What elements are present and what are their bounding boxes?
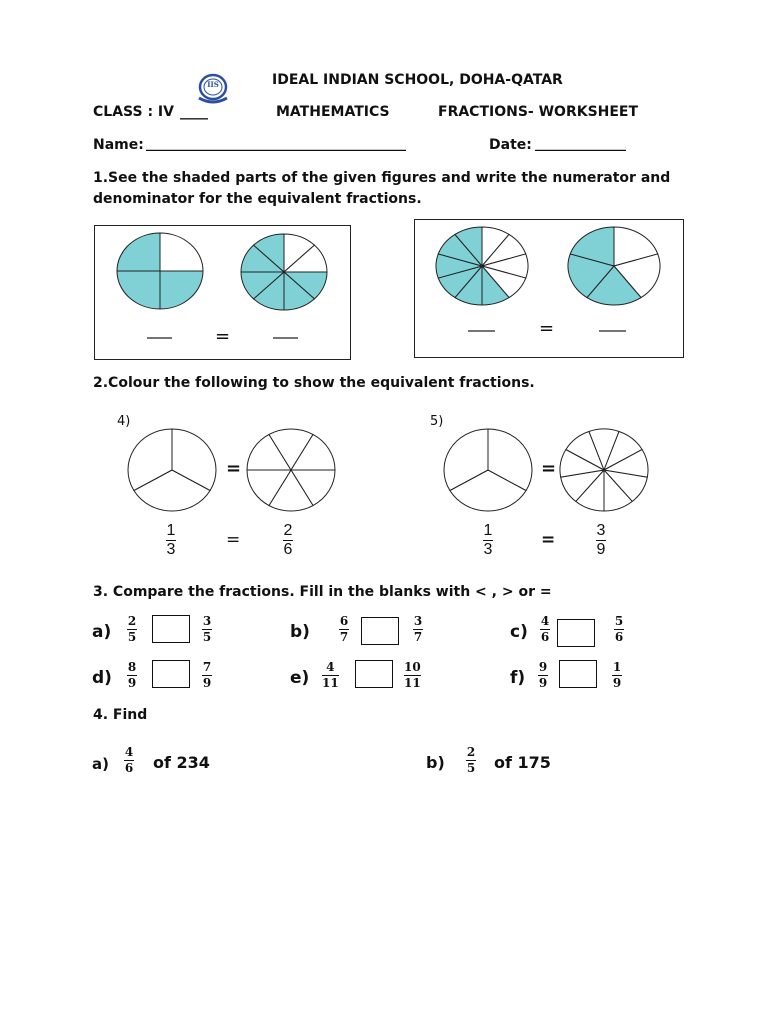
pie-eighths: [241, 234, 327, 310]
q3-instruction: 3. Compare the fractions. Fill in the blanks with < , > or =: [93, 584, 552, 600]
q1-equals-1: =: [215, 326, 231, 347]
q2-fraction-2-6: 2 6: [283, 522, 293, 558]
q1-equals-2: =: [539, 318, 555, 339]
worksheet-title: FRACTIONS- WORKSHEET: [438, 104, 639, 120]
pie-quarters: [117, 233, 203, 309]
q2-fraction-1-3-b: 1 3: [483, 522, 493, 558]
name-blank: ________________________________________: [146, 137, 406, 152]
school-logo-emblem: [195, 72, 231, 106]
q3-label-d: d): [92, 668, 112, 688]
q3-a-left: 2 5: [127, 614, 137, 644]
q3-c-right: 5 6: [614, 614, 624, 644]
q1-instruction-line2: denominator for the equivalent fractions.: [93, 191, 422, 207]
q3-b-answer-box[interactable]: [361, 617, 399, 645]
q3-e-right: 10 11: [404, 660, 421, 690]
pie-tenths: [436, 227, 528, 305]
q3-label-e: e): [290, 668, 310, 688]
q3-c-answer-box[interactable]: [557, 619, 595, 647]
q3-b-right: 3 7: [413, 614, 423, 644]
q3-label-b: b): [290, 622, 310, 642]
name-label: Name:: [93, 137, 144, 153]
q3-d-right: 7 9: [202, 660, 212, 690]
school-name: IDEAL INDIAN SCHOOL, DOHA-QATAR: [272, 72, 563, 88]
pie-fifths: [568, 227, 660, 305]
q2-equals-top-4: =: [226, 458, 242, 479]
circle-ninths: [560, 429, 648, 511]
q3-d-answer-box[interactable]: [152, 660, 190, 688]
q4-label-a: a): [92, 755, 109, 773]
q3-c-left: 4 6: [540, 614, 550, 644]
class-blank: ____: [180, 104, 208, 120]
q4-label-b: b): [426, 753, 445, 772]
q2-equals-bottom-5: =: [541, 530, 556, 550]
q3-b-left: 6 7: [339, 614, 349, 644]
date-label: Date:: [489, 137, 532, 153]
q3-f-right: 1 9: [612, 660, 622, 690]
circle-thirds-4: [128, 429, 216, 511]
q3-e-left: 4 11: [322, 660, 339, 690]
q1-figure-box-2: [414, 219, 684, 358]
q3-a-answer-box[interactable]: [152, 615, 190, 643]
q3-label-f: f): [510, 668, 526, 688]
q3-label-a: a): [92, 622, 112, 642]
q2-equals-top-5: =: [541, 458, 557, 479]
subject-title: MATHEMATICS: [276, 104, 390, 120]
q4-instruction: 4. Find: [93, 707, 148, 723]
date-blank: ______________: [535, 137, 626, 152]
q4-b-of-text: of 175: [494, 753, 551, 772]
q3-a-right: 3 5: [202, 614, 212, 644]
q3-label-c: c): [510, 622, 528, 642]
circle-sixths: [247, 429, 335, 511]
q2-circles: [0, 425, 768, 525]
q2-fraction-1-3-a: 1 3: [166, 522, 176, 558]
q1-instruction-line1: 1.See the shaded parts of the given figures and write the numerator and: [93, 170, 671, 186]
school-logo: [195, 72, 231, 106]
q4-b-fraction: 2 5: [466, 745, 476, 775]
q3-e-answer-box[interactable]: [355, 660, 393, 688]
q2-item-number-4: 4): [117, 414, 131, 429]
q4-a-fraction: 4 6: [124, 745, 134, 775]
logo-text: IIS: [207, 80, 219, 89]
q3-f-answer-box[interactable]: [559, 660, 597, 688]
q4-a-of-text: of 234: [153, 753, 210, 772]
q2-instruction: 2.Colour the following to show the equivalent fractions.: [93, 375, 535, 391]
q2-item-number-5: 5): [430, 414, 444, 429]
class-label: CLASS : IV: [93, 104, 174, 120]
circle-thirds-5: [444, 429, 532, 511]
q1-figure-box-1: [94, 225, 351, 360]
q3-f-left: 9 9: [538, 660, 548, 690]
q2-equals-bottom-4: =: [226, 530, 241, 550]
q3-d-left: 8 9: [127, 660, 137, 690]
q2-fraction-3-9: 3 9: [596, 522, 606, 558]
